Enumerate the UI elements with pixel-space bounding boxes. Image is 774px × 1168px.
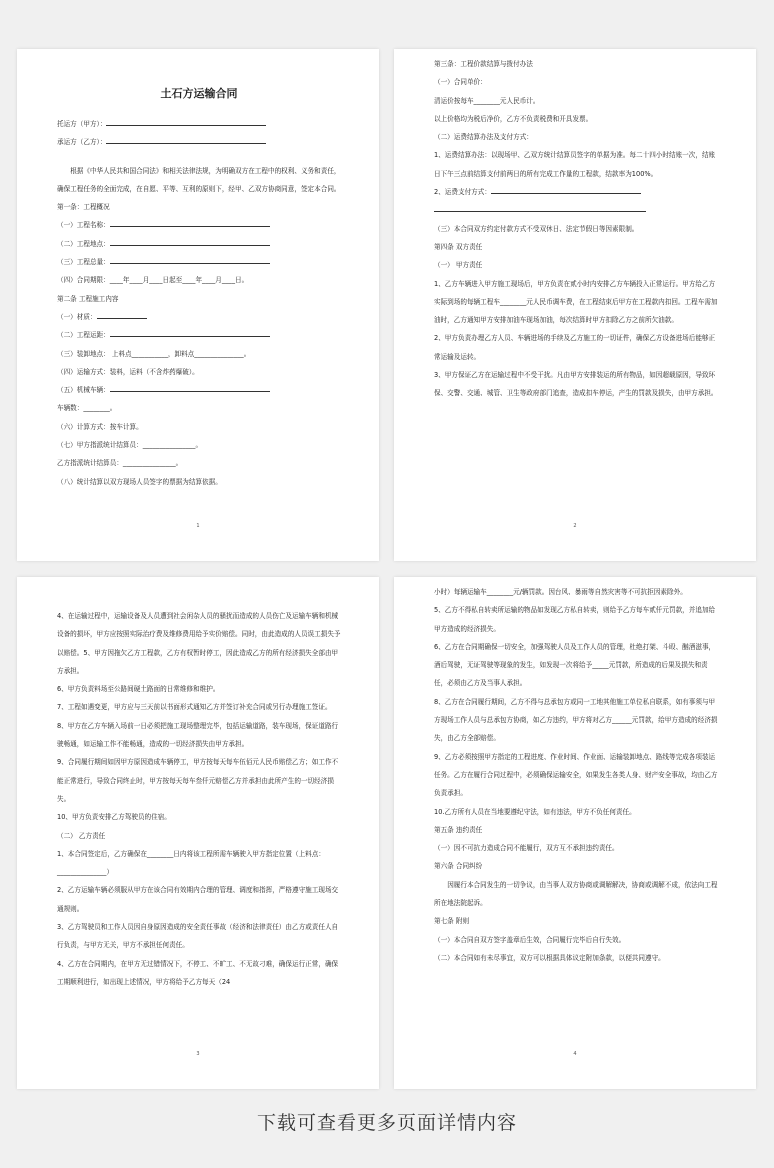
- line-text: （二）工程运距：: [57, 331, 110, 340]
- contract-line: [57, 326, 341, 344]
- page-content: [434, 583, 718, 967]
- spacer: [57, 152, 341, 162]
- contract-line: [57, 253, 341, 271]
- contract-line: [434, 912, 718, 930]
- contract-line: [57, 216, 341, 234]
- page-content: [434, 55, 718, 403]
- contract-paragraph: [434, 601, 718, 638]
- contract-line: [57, 381, 341, 399]
- line-text: （三）本合同双方约定付款方式不受双休日、法定节假日等因素限制。: [434, 224, 639, 233]
- line-text: 10.乙方所有人员在当地要遵纪守法，如有违法，甲方不负任何责任。: [434, 807, 636, 816]
- line-text: 以上价格均为税后净价，乙方不负责税费和开具发票。: [434, 114, 593, 123]
- line-text: 2、乙方运输车辆必须服从甲方在该合同有效期内合理的管理、调度和指挥，严格遵守施工现场交通规则。: [57, 886, 339, 913]
- contract-page-4: [394, 577, 756, 1089]
- line-text: 第四条 双方责任: [434, 242, 483, 251]
- line-text: 6、甲方负责料场至公路间硬土路面的日常维修和维护。: [57, 685, 220, 694]
- blank-fill-line[interactable]: [110, 238, 270, 246]
- contract-line: [57, 271, 341, 289]
- contract-line: [434, 949, 718, 967]
- blank-fill-line[interactable]: [434, 204, 646, 212]
- contract-line: [57, 473, 341, 491]
- contract-line: [434, 201, 718, 219]
- contract-line: [434, 92, 718, 110]
- contract-line: [57, 418, 341, 436]
- line-text: 第三条：工程价款结算与拨付办法: [434, 60, 533, 68]
- contract-paragraph: [434, 146, 718, 183]
- contract-line: [434, 931, 718, 949]
- contract-paragraph: [57, 955, 341, 992]
- contract-line: [57, 808, 341, 826]
- line-text: 9、合同履行期间如因甲方原因造成车辆停工，甲方按每天每车伍佰元人民币赔偿乙方；如工作不能正常进行，导致合同终止时，甲方按每天每车叁仟元赔偿乙方并承担由此所产生的一切经济损失。: [57, 758, 339, 803]
- line-text: 第六条 合同纠纷: [434, 862, 483, 871]
- line-text: （六）计算方式：按车计算。: [57, 422, 143, 431]
- contract-line: [57, 345, 341, 363]
- blank-fill-line[interactable]: [106, 136, 266, 144]
- contract-line: [434, 183, 718, 201]
- line-text: 承运方（乙方）：: [57, 138, 107, 147]
- line-text: 车辆数：________。: [57, 404, 117, 413]
- line-text: 1、乙方车辆进入甲方施工现场后，甲方负责在贰小时内安排乙方车辆投入正常运行。甲方给乙方实际到场的每辆工程车________元人民币调车费，在工程结束后甲方在工程款内扣回。工程车需加油时，乙方通知甲方安排加油车现场加油，每次结算时甲方扣除乙方之前所欠油款。: [434, 279, 718, 325]
- contract-paragraph: [434, 275, 718, 330]
- contract-line: [57, 198, 341, 216]
- contract-line: [57, 436, 341, 454]
- line-text: 第一条：工程概况: [57, 203, 110, 212]
- contract-paragraph: [57, 717, 341, 754]
- line-text: （八）统计结算以双方现场人员签字的票据为结算依据。: [57, 477, 222, 486]
- contract-line: [57, 827, 341, 845]
- contract-line: [434, 839, 718, 857]
- contract-line: [434, 238, 718, 256]
- line-text: 5、乙方不得私自转卖所运输的物品如发现乙方私自转卖，则给予乙方每车贰仟元罚款，并追加给甲方造成的经济损失。: [434, 606, 716, 633]
- line-text: 8、甲方在乙方车辆入场前一日必须把施工现场整理完毕，包括运输道路，装车现场，保证道路行驶畅通，如运输工作不能畅通，造成的一切经济损失由甲方承担。: [57, 721, 339, 749]
- contract-paragraph: [57, 753, 341, 808]
- line-text: 4、在运输过程中，运输设备及人员遭到社会闲杂人员的骚扰而造成的人员伤亡及运输车辆和机械设备的损坏，甲方应按照实际治疗费及维修费用给予实价赔偿。同时，由此造成的人员误工损失予以赔偿。5、甲方因拖欠乙方工程款，乙方有权暂时停工，因此造成乙方的所有经济损失全部由甲方承担。: [57, 612, 341, 675]
- contract-page-3: [17, 577, 379, 1089]
- line-text: 第五条 违约责任: [434, 825, 483, 834]
- page-number: 2: [573, 523, 577, 529]
- contract-paragraph: [434, 583, 718, 601]
- line-text: 小时）每辆运输车________元/辆罚款。因台风、暴雨等自然灾害等不可抗拒因素除外。: [434, 588, 687, 596]
- line-text: （二） 乙方责任: [57, 831, 106, 840]
- blank-fill-line[interactable]: [110, 384, 270, 392]
- line-text: 9、乙方必须按照甲方指定的工程进度、作业时间、作业面、运输装卸地点、路线等完成各项装运任务。乙方在履行合同过程中，必须确保运输安全，如果发生各类人身、财产安全事故，均由乙方负责承担。: [434, 752, 718, 798]
- page-number: 4: [573, 1051, 577, 1057]
- page-number: 3: [196, 1051, 200, 1057]
- contract-line: [434, 110, 718, 128]
- contract-paragraph: [434, 329, 718, 366]
- line-text: 第七条 附则: [434, 917, 470, 926]
- contract-paragraph: [57, 918, 341, 955]
- line-text: （三）工程总量：: [57, 258, 110, 267]
- page-number: 1: [196, 523, 200, 529]
- line-text: 因履行本合同发生的一切争议，由当事人双方协商或调解解决，协商或调解不成，依法向工程所在地法院起诉。: [434, 880, 718, 908]
- blank-fill-line[interactable]: [106, 118, 266, 126]
- blank-fill-line[interactable]: [97, 311, 147, 319]
- contract-page-1: [17, 49, 379, 561]
- contract-paragraph: [434, 638, 718, 693]
- blank-fill-line[interactable]: [491, 186, 641, 194]
- contract-line: [434, 73, 718, 91]
- contract-paragraph: [57, 162, 341, 199]
- contract-line: [434, 55, 718, 73]
- contract-paragraph: [434, 366, 718, 403]
- line-text: （七）甲方指派统计结算员：________________。: [57, 441, 203, 450]
- contract-line: [57, 399, 341, 417]
- line-text: 2、运费支付方式：: [434, 188, 491, 197]
- contract-line: [434, 803, 718, 821]
- download-more-banner[interactable]: 下载可查看更多页面详情内容: [256, 1112, 517, 1134]
- line-text: （五）机械车辆：: [57, 386, 110, 395]
- line-text: 2、甲方负责办理乙方人员、车辆进场的手续及乙方施工的一切证件，确保乙方设备进场后能够正常运输及运转。: [434, 334, 716, 361]
- line-text: 3、乙方驾驶员和工作人员因自身原因造成的安全责任事故（经济和法律责任）由乙方或责任人自行负责，与甲方无关，甲方不承担任何责任。: [57, 923, 339, 950]
- contract-page-2: [394, 49, 756, 561]
- line-text: 清运价按每车________元人民币计。: [434, 96, 540, 105]
- blank-fill-line[interactable]: [110, 219, 270, 227]
- line-text: 根据《中华人民共和国合同法》和相关法律法规，为明确双方在工程中的权利、义务和责任，确保工程任务的全面完成，在自愿、平等、互利的原则下，经甲、乙双方协商同意，签定本合同。: [57, 166, 341, 193]
- line-text: 8、乙方在合同履行期间，乙方不得与总承包方或同一工地其他施工单位私自联系，如有事须与甲方现场工作人员与总承包方协商，如乙方违约，甲方将对乙方______元罚款，给甲方造成的经济损失，由乙方全部赔偿。: [434, 697, 718, 743]
- contract-line: [57, 454, 341, 472]
- document-title: 土石方运输合同: [160, 87, 238, 100]
- contract-paragraph: [57, 881, 341, 918]
- line-text: 1、本合同签定后，乙方确保在________日内将该工程所需车辆驶入甲方指定位置（上料点：_______________）: [57, 849, 325, 877]
- contract-line: [57, 363, 341, 381]
- contract-line: [434, 220, 718, 238]
- line-text: 7、工程如遇变更，甲方应与三天前以书面形式通知乙方并签订补充合同或另行办理施工签证。: [57, 703, 332, 712]
- line-text: 乙方指派统计结算员：________________。: [57, 459, 183, 468]
- line-text: 1、运费结算办法：以现场甲、乙双方统计结算员签字的单据为准。每二十四小时结账一次，结账日下午三点前结算支付前两日的所有完成工作量的工程款，结款率为100%。: [434, 151, 716, 178]
- line-text: 6、乙方在合同期确保一切安全，加强驾驶人员及工作人员的管理，杜绝打架、斗殴、酗酒滋事，酒后驾驶，无证驾驶等现象的发生，如发现一次将给予_____元罚款，所造成的后果及损失和责任，必须由乙方及当事人承担。: [434, 642, 716, 688]
- contract-line: [434, 128, 718, 146]
- contract-paragraph: [57, 607, 341, 680]
- contract-paragraph: [57, 698, 341, 716]
- contract-line: [434, 821, 718, 839]
- line-text: （三）装卸地点： 上料点___________，卸料点_______________。: [57, 349, 251, 358]
- contract-line: [57, 290, 341, 308]
- line-text: 4、乙方在合同期内，在甲方无过错情况下，不停工、不旷工、不无故刁难，确保运行正常，确保工期顺利进行，如出现上述情况，甲方将给予乙方每天（24: [57, 959, 339, 986]
- page-content: [57, 85, 341, 491]
- line-text: （四）运输方式：装料，运料（不含炸药爆破）。: [57, 367, 199, 376]
- line-text: （一） 甲方责任: [434, 261, 483, 270]
- line-text: （一）合同单价：: [434, 78, 487, 87]
- line-text: （二）本合同如有未尽事宜，双方可以根据具体议定附加条款，以便共同遵守。: [434, 953, 665, 962]
- line-text: 第二条 工程施工内容: [57, 294, 119, 303]
- line-text: （一）材质：: [57, 312, 97, 321]
- contract-paragraph: [434, 693, 718, 748]
- page-content: [57, 607, 341, 991]
- line-text: （一）本合同自双方签字盖章后生效，合同履行完毕后自行失效。: [434, 935, 626, 944]
- line-text: （一）工程名称：: [57, 221, 110, 230]
- line-text: 10、甲方负责安排乙方驾驶员的住宿。: [57, 813, 171, 822]
- contract-line: [57, 115, 341, 133]
- blank-fill-line[interactable]: [110, 329, 270, 337]
- line-text: 3、甲方保证乙方在运输过程中不受干扰。凡由甲方安排装运的所有物品，如因超载原因，导致环保、交警、交通、城管、卫生等政府部门追查，造成扣车停运，产生的罚款及损失，由甲方承担。: [434, 371, 718, 398]
- contract-paragraph: [434, 748, 718, 803]
- contract-line: [57, 308, 341, 326]
- contract-line: [434, 857, 718, 875]
- contract-paragraph: [57, 845, 341, 882]
- contract-line: [434, 256, 718, 274]
- contract-line: [57, 235, 341, 253]
- line-text: （一）因不可抗力造成合同不能履行，双方互不承担违约责任。: [434, 844, 619, 853]
- contract-line: [57, 680, 341, 698]
- line-text: （四）合同期限：____年____月____日起至____年____月____日。: [57, 276, 249, 285]
- blank-fill-line[interactable]: [110, 256, 270, 264]
- line-text: （二）运费结算办法及支付方式：: [434, 133, 533, 142]
- contract-line: [57, 133, 341, 151]
- line-text: （二）工程地点：: [57, 239, 110, 248]
- line-text: 托运方（甲方）：: [57, 120, 107, 128]
- contract-paragraph: [434, 876, 718, 913]
